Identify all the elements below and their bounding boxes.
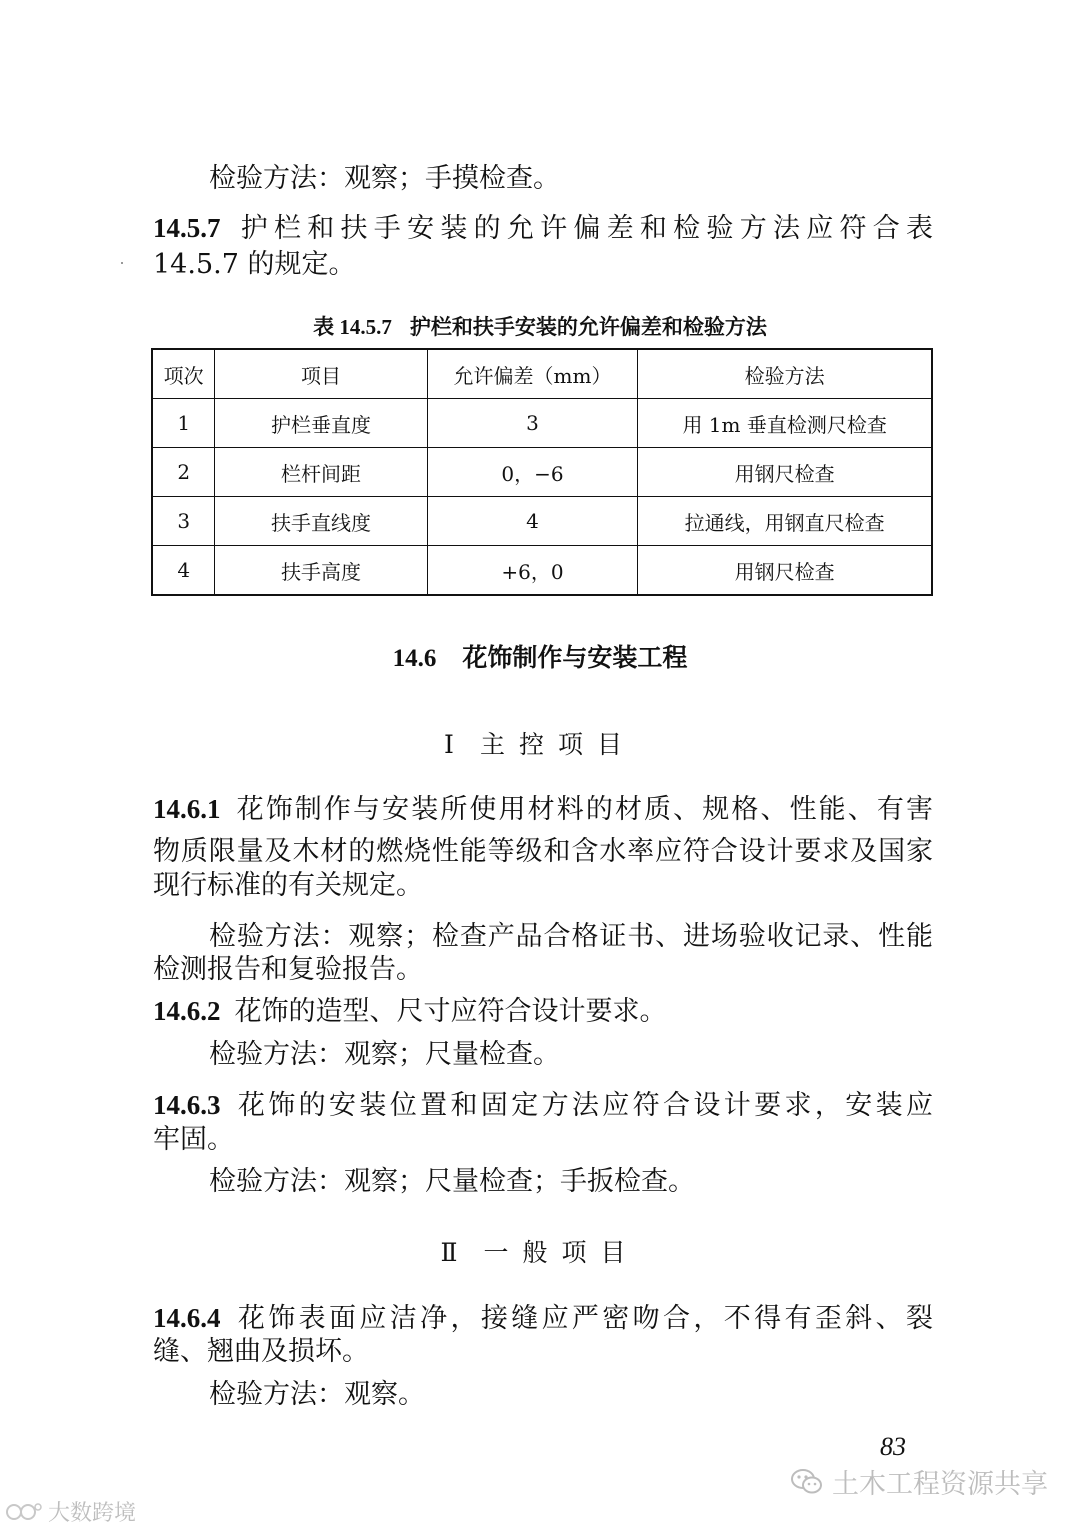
cell-item-no: 4 [152,546,215,596]
clause-14-6-4-line2: 缝、翘曲及损坏。 [153,1336,369,1367]
table-number: 表 14.5.7 [313,315,392,339]
header-item: 项目 [215,349,427,399]
subheading-general-items [0,1233,1080,1269]
section-title: 花饰制作与安装工程 [462,643,688,672]
cell-method: 用钢尺检查 [638,546,932,596]
method-text: 检验方法：观察；检查产品合格证书、进场验收记录、性能 [209,921,933,952]
brand-icon [4,1501,44,1523]
subheading-main-items [0,725,1080,761]
clause-text: 物质限量及木材的燃烧性能等级和含水率应符合设计要求及国家 [153,836,933,867]
cell-method: 用钢尺检查 [638,448,932,497]
cell-tolerance: 0，−6 [427,448,638,497]
table-header-row [152,349,932,399]
clause-number: 14.6.2 [153,996,221,1026]
roman-numeral: Ⅰ [444,732,454,759]
clause-number: 14.6.3 [153,1090,221,1120]
clause-14-6-1-line3: 现行标准的有关规定。 [153,870,423,901]
cell-method: 用 1m 垂直检测尺检查 [638,399,932,448]
cell-item-no: 2 [152,448,215,497]
clause-number: 14.6.1 [153,794,221,824]
clause-text: 花饰的安装位置和固定方法应符合设计要求，安装应 [234,1090,933,1121]
clause-text: 花饰表面应洁净，接缝应严密吻合，不得有歪斜、裂 [234,1303,933,1334]
clause-14-6-1-line1 [153,787,933,826]
cell-method: 拉通线，用钢直尺检查 [638,497,932,546]
wechat-icon [790,1467,824,1497]
section-number: 14.6 [392,645,437,672]
margin-mark [121,262,123,264]
clause-14-6-4-line1 [153,1296,933,1335]
cell-item-no: 1 [152,399,215,448]
clause-14-6-4-method: 检验方法：观察。 [209,1379,425,1410]
watermark-left [4,1496,136,1527]
table-row [152,448,932,497]
tolerance-table [151,348,933,596]
section-heading [0,638,1080,674]
roman-numeral: Ⅱ [440,1240,458,1267]
table-caption [0,311,1080,341]
watermark-text: 土木工程资源共享 [832,1469,1048,1500]
clause-14-5-7-line2: 14.5.7 的规定。 [153,249,356,280]
page-number: 83 [880,1432,906,1461]
header-tolerance: 允许偏差（mm） [427,349,638,399]
watermark-text: 大数跨境 [48,1501,137,1526]
clause-text: 花饰的造型、尺寸应符合设计要求。 [234,996,667,1027]
cell-item-no: 3 [152,497,215,546]
clause-14-6-2 [153,998,667,1025]
cell-item: 扶手直线度 [215,497,427,546]
cell-tolerance: 3 [427,399,638,448]
clause-14-6-2-method: 检验方法：观察；尺量检查。 [209,1039,560,1070]
cell-tolerance: +6，0 [427,546,638,596]
table-title: 护栏和扶手安装的允许偏差和检验方法 [409,314,767,339]
inspection-method-line: 检验方法：观察；手摸检查。 [209,163,560,194]
cell-item: 栏杆间距 [215,448,427,497]
header-item-no: 项次 [152,349,215,399]
subheading-title: 主控项目 [479,730,636,759]
clause-14-6-1-line2 [153,829,933,868]
cell-item: 护栏垂直度 [215,399,427,448]
clause-text: 花饰制作与安装所使用材料的材质、规格、性能、有害 [234,794,933,825]
clause-number: 14.6.4 [153,1303,221,1333]
cell-item: 扶手高度 [215,546,427,596]
watermark-right [790,1462,1048,1501]
table-row [152,497,932,546]
table-row [152,546,932,596]
clause-14-6-1-method2: 检测报告和复验报告。 [153,954,423,985]
subheading-title: 一般项目 [483,1238,640,1267]
clause-14-6-3-method: 检验方法：观察；尺量检查；手扳检查。 [209,1166,695,1197]
table-row [152,399,932,448]
clause-14-6-1-method1 [209,914,933,953]
clause-14-6-3-line1 [153,1083,933,1122]
header-method: 检验方法 [638,349,932,399]
clause-14-6-3-line2: 牢固。 [153,1124,234,1155]
cell-tolerance: 4 [427,497,638,546]
clause-text: 护栏和扶手安装的允许偏差和检验方法应符合表 [234,213,933,244]
clause-14-5-7-line1 [153,206,933,245]
clause-number: 14.5.7 [153,213,221,243]
